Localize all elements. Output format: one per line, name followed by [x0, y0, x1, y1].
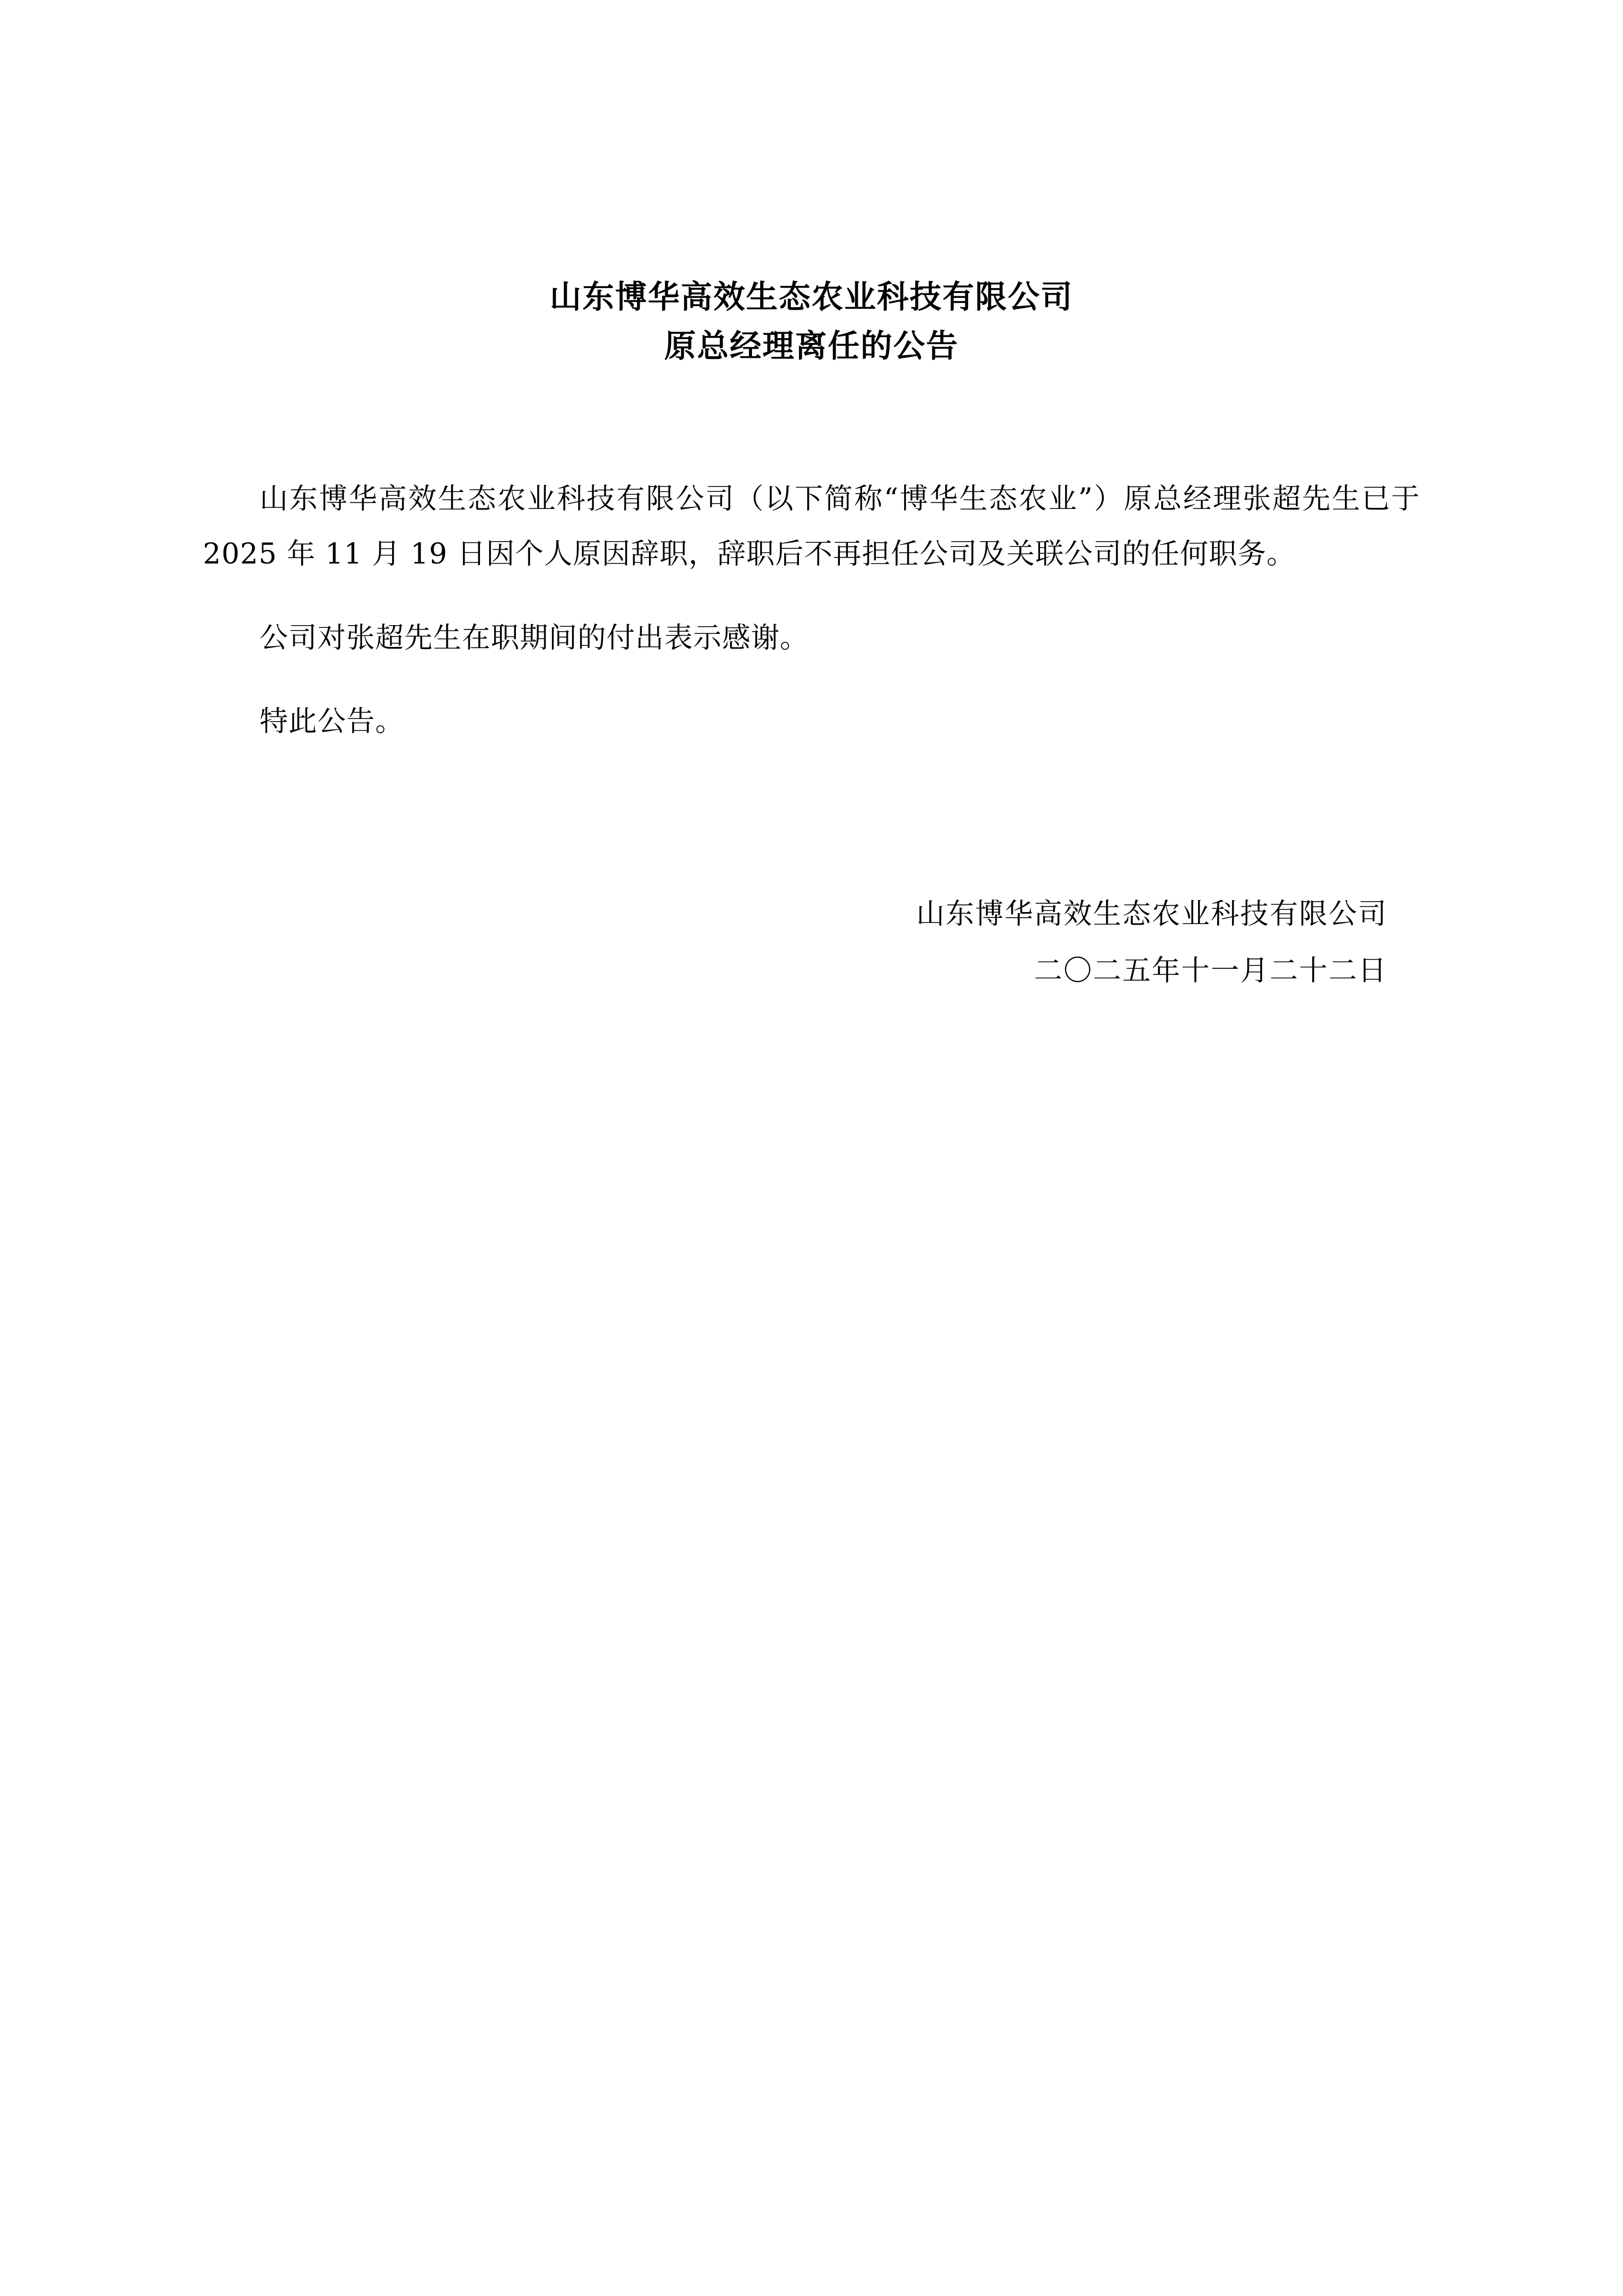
- signature-company: 山东博华高效生态农业科技有限公司: [916, 898, 1387, 931]
- paragraph-2: 公司对张超先生在职期间的付出表示感谢。: [260, 621, 809, 655]
- signature-date: 二〇二五年十一月二十二日: [1033, 955, 1387, 988]
- document-title: [203, 273, 1420, 371]
- title-line-2: 原总经理离任的公告: [664, 327, 959, 364]
- document-body: [203, 472, 1420, 750]
- paragraph-1: 山东博华高效生态农业科技有限公司（以下简称“博华生态农业”）原总经理张超先生已于 2025 年 11 月 19 日因个人原因辞职，辞职后不再担任公司及关联公司的任何职务。: [203, 482, 1420, 571]
- signature-block: [203, 886, 1420, 999]
- title-line-1: 山东博华高效生态农业科技有限公司: [549, 278, 1073, 315]
- paragraph-3: 特此公告。: [260, 705, 405, 738]
- document-content: [203, 0, 1420, 999]
